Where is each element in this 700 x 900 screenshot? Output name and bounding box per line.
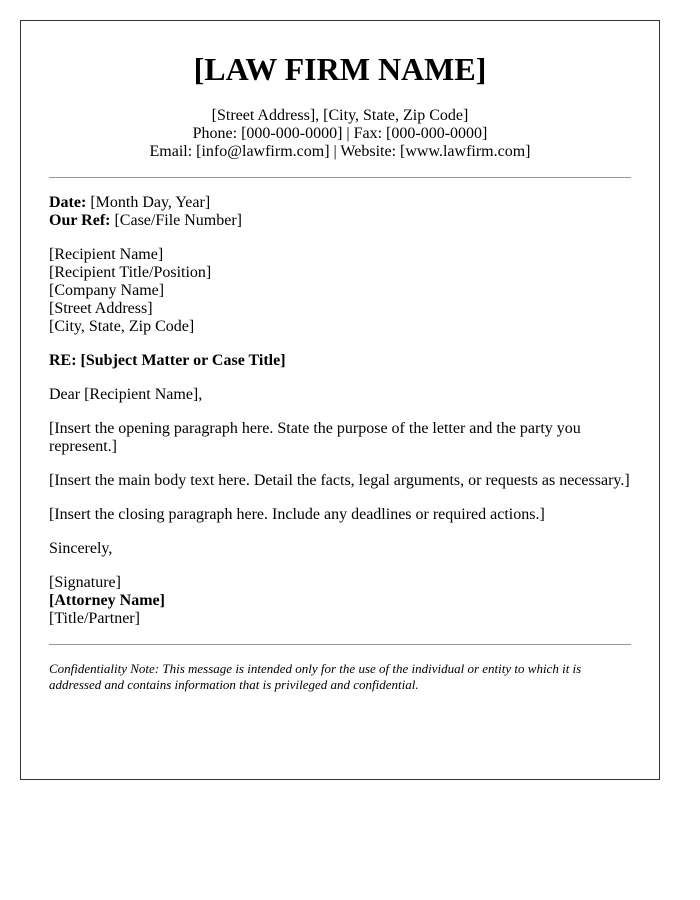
confidentiality-note: Confidentiality Note: This message is intended only for the use of the individual or entity to which it is addressed and contains information that is privileged and confidential.: [49, 661, 582, 692]
letter-page: [20, 20, 660, 780]
header-divider: [49, 177, 631, 178]
closing-phrase: Sincerely,: [49, 540, 113, 557]
firm-name-heading: [LAW FIRM NAME]: [193, 51, 487, 87]
firm-address: [Street Address], [City, State, Zip Code]: [211, 107, 469, 124]
recipient-company: [Company Name]: [49, 282, 165, 299]
recipient-address: [49, 246, 631, 336]
attorney-name: [49, 592, 631, 610]
firm-phone-fax: Phone: [000-000-0000] | Fax: [000-000-0000]: [192, 125, 488, 142]
recipient-name: [Recipient Name]: [49, 246, 164, 263]
signature-block: [49, 574, 631, 628]
signature-placeholder: [Signature]: [49, 574, 121, 591]
main-body-paragraph: [Insert the main body text here. Detail the facts, legal arguments, or requests as necessary.]: [49, 472, 630, 489]
recipient-title: [Recipient Title/Position]: [49, 264, 212, 281]
attorney-name-text: [Attorney Name]: [49, 592, 165, 609]
letter-meta: [49, 194, 631, 230]
ref-line: [49, 212, 631, 230]
subject-line: RE: [Subject Matter or Case Title]: [49, 352, 286, 369]
salutation: Dear [Recipient Name],: [49, 386, 203, 403]
recipient-city-state-zip: [City, State, Zip Code]: [49, 318, 195, 335]
footer-divider: [49, 644, 631, 645]
opening-paragraph: [Insert the opening paragraph here. State the purpose of the letter and the party you represent.]: [49, 420, 581, 455]
attorney-title: [Title/Partner]: [49, 610, 140, 627]
date-value: [Month Day, Year]: [86, 194, 211, 211]
date-line: [49, 194, 631, 212]
recipient-street: [Street Address]: [49, 300, 153, 317]
closing-paragraph: [Insert the closing paragraph here. Include any deadlines or required actions.]: [49, 506, 545, 523]
firm-contact-block: [49, 107, 631, 161]
firm-email-website: Email: [info@lawfirm.com] | Website: [www.lawfirm.com]: [149, 143, 531, 160]
ref-label: Our Ref:: [49, 212, 111, 229]
ref-value: [Case/File Number]: [110, 212, 242, 229]
date-label: Date:: [49, 194, 87, 211]
